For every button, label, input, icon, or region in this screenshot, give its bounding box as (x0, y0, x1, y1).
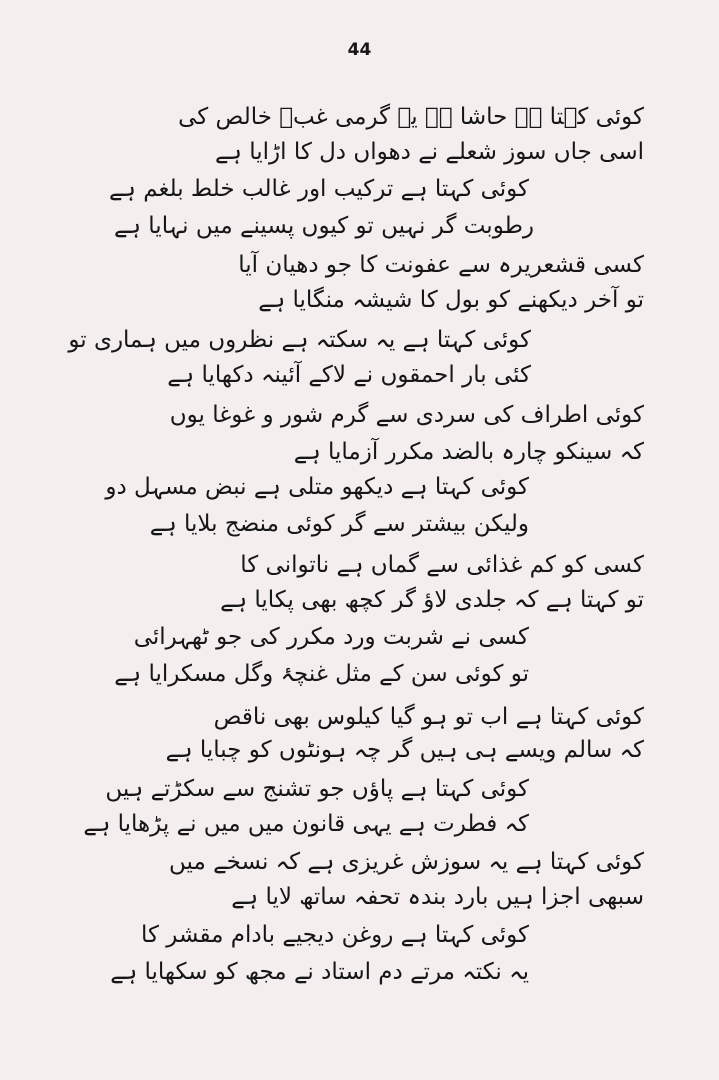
verse-line-23: کوئی کہتا ہے روغن دیجیے بادام مقشر کا (141, 922, 529, 948)
verse-line-1: کوئی کہتا ہے حاشا ہے یہ گرمی غبؔ خالص کی (178, 104, 644, 130)
verse-line-15: کسی نے شربت ورد مکرر کی جو ٹھہرائی (133, 624, 529, 650)
verse-line-7: کوئی کہتا ہے یہ سکتہ ہے نظروں میں ہماری تو (68, 327, 531, 353)
verse-line-10: کہ سینکو چارہ بالضد مکرر آزمایا ہے (293, 439, 644, 465)
verse-line-20: کہ فطرت ہے یہی قانون میں میں نے پڑھایا ہے (83, 811, 529, 837)
verse-line-8: کئی بار احمقوں نے لاکے آئینہ دکھایا ہے (167, 362, 531, 388)
verse-line-17: کوئی کہتا ہے اب تو ہو گیا کیلوس بھی ناقص (213, 704, 644, 730)
verse-line-4: رطوبت گر نہیں تو کیوں پسینے میں نہایا ہے (114, 213, 534, 239)
verse-line-12: ولیکن بیشتر سے گر کوئی منضج بلایا ہے (149, 511, 529, 537)
verse-line-14: تو کہتا ہے کہ جلدی لاؤ گر کچھ بھی پکایا ہے (220, 587, 644, 613)
verse-line-2: اسی جاں سوز شعلے نے دھواں دل کا اڑایا ہے (214, 139, 644, 165)
verse-line-6: تو آخر دیکھنے کو بول کا شیشہ منگایا ہے (258, 287, 644, 313)
verse-line-22: سبھی اجزا ہیں بارد بندہ تحفہ ساتھ لایا ہے (231, 884, 644, 910)
page-number: 44 (347, 40, 372, 60)
verse-line-19: کوئی کہتا ہے پاؤں جو تشنج سے سکڑتے ہیں (105, 776, 529, 802)
verse-line-9: کوئی اطراف کی سردی سے گرم شور و غوغا یوں (169, 402, 644, 428)
verse-line-16: تو کوئی سن کے مثل غنچۂ وگل مسکرایا ہے (114, 661, 529, 687)
verse-line-18: کہ سالم ویسے ہی ہیں گر چہ ہونٹوں کو چبایا ہے (165, 737, 644, 763)
verse-line-11: کوئی کہتا ہے دیکھو متلی ہے نبض مسہل دو (105, 474, 529, 500)
verse-line-3: کوئی کہتا ہے ترکیب اور غالب خلط بلغم ہے (108, 176, 529, 202)
verse-line-24: یہ نکتہ مرتے دم استاد نے مجھ کو سکھایا ہے (110, 959, 529, 985)
verse-line-21: کوئی کہتا ہے یہ سوزش غریزی ہے کہ نسخے میں (169, 849, 644, 875)
verse-line-13: کسی کو کم غذائی سے گماں ہے ناتوانی کا (240, 552, 644, 578)
verse-line-5: کسی قشعریرہ سے عفونت کا جو دھیان آیا (238, 252, 644, 278)
